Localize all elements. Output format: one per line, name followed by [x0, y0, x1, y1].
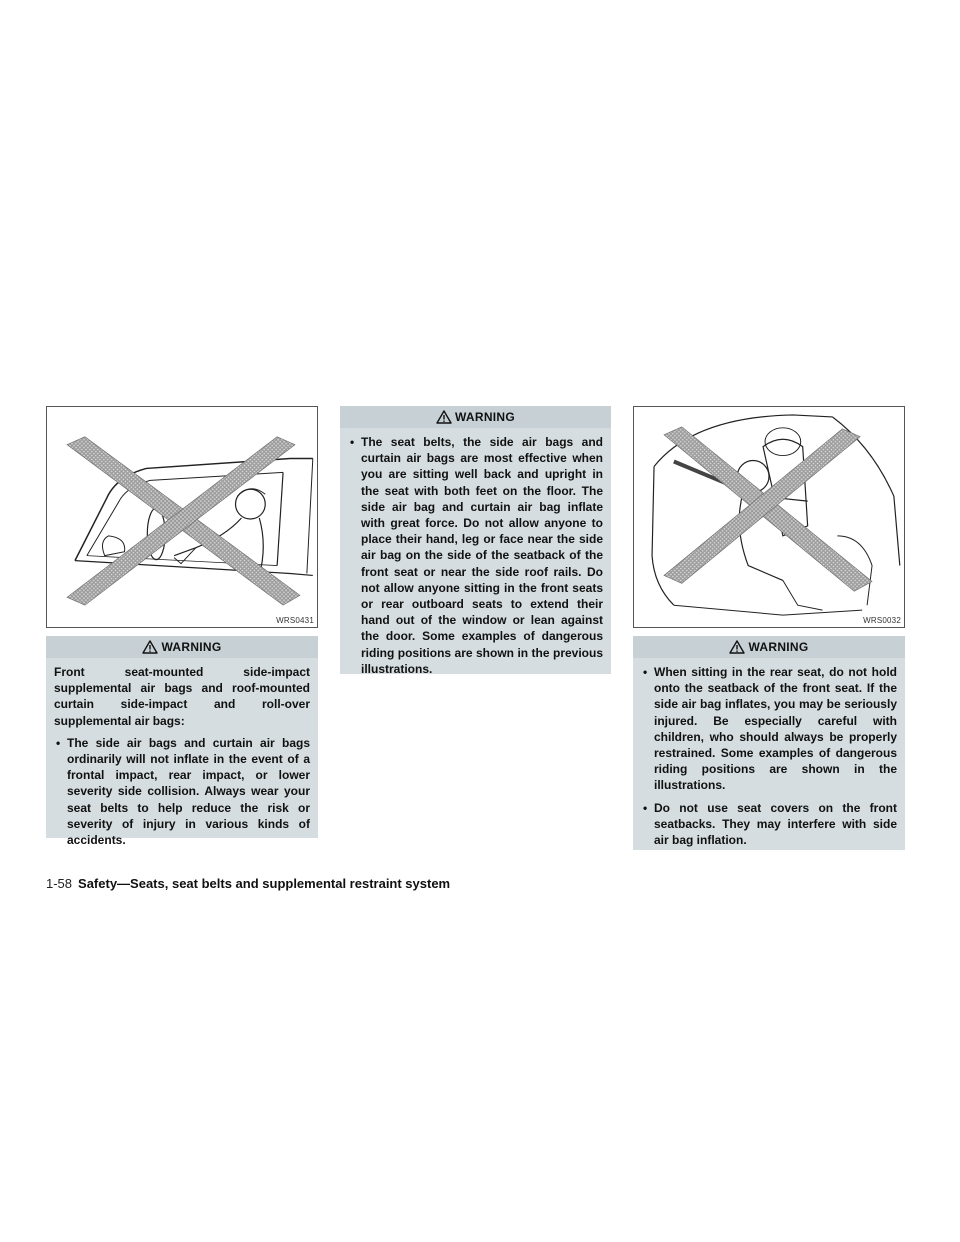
illustration-hand-out-window: [46, 406, 318, 628]
warning-heading: WARNING: [340, 406, 611, 428]
page-number: 1-58: [46, 876, 73, 891]
warning-bullet: • Do not use seat covers on the front seatbacks. They may interfere with side air bag inflation.: [641, 800, 897, 849]
illustration-rear-seat-holding: [633, 406, 905, 628]
warning-triangle-icon: [729, 640, 745, 654]
warning-heading: WARNING: [46, 636, 318, 658]
warning-bullet: • When sitting in the rear seat, do not hold onto the seatback of the front seat. If the side air bag inflates, you may be seriously injured. Be especially careful with children, who should always be properly restrained. Some examples of dangerous riding positions are shown in the illustrations.: [641, 664, 897, 794]
figure-code: WRS0032: [863, 616, 901, 625]
page-footer: [46, 876, 450, 891]
figure-code: WRS0431: [276, 616, 314, 625]
rear-passenger-illustration: [634, 407, 904, 627]
warning-triangle-icon: [436, 410, 452, 424]
section-title: Safety—Seats, seat belts and supplemental restraint system: [78, 876, 451, 891]
warning-heading: WARNING: [633, 636, 905, 658]
warning-intro: Front seat-mounted side-impact supplemental air bags and roof-mounted curtain side-impact and roll-over supplemental air bags:: [54, 665, 310, 728]
warning-box-left: [46, 636, 318, 848]
driver-leaning-illustration: [47, 407, 317, 627]
warning-box-middle: [340, 406, 611, 674]
warning-bullet: • The seat belts, the side air bags and curtain air bags are most effective when you are sitting well back and upright in the seat with both feet on the floor. The side air bag and curtain air bag inflate with great force. Do not allow anyone to place their hand, leg or face near the side air bag on the side of the seatback of the front seat or near the side roof rails. Do not allow anyone sitting in the front seats or rear outboard seats to extend their hand out of the window or lean against the door. Some examples of dangerous riding positions are shown in the previous illustrations.: [348, 434, 603, 677]
warning-box-right: [633, 636, 905, 850]
warning-bullet: • The side air bags and curtain air bags ordinarily will not inflate in the event of a frontal impact, rear impact, or lower severity side collision. Always wear your seat belts to help reduce the risk or severity of injury in various kinds of accidents.: [54, 735, 310, 848]
warning-triangle-icon: [142, 640, 158, 654]
